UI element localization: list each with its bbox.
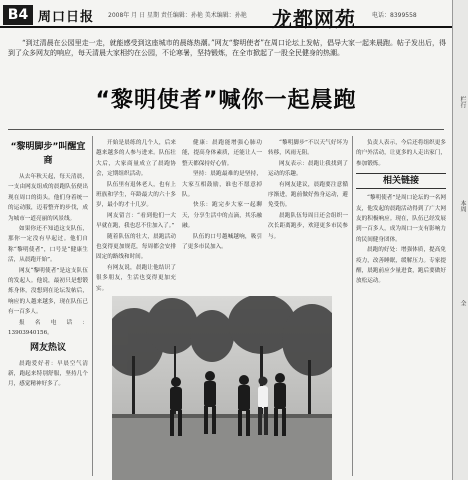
subhead-netizen-comments: 网友热议 <box>29 342 66 353</box>
paragraph: 报名电话：13903940156。 <box>8 319 88 337</box>
rail-label: 栏行 <box>459 96 466 108</box>
paragraph: 从去年秋天起，每天清晨，一支由网友组成的晨跑队伍便出现在周口的街头。他们身着统一的运动服，迈着整齐的步伐，成为城市一道亮丽的风景线。 <box>8 174 88 222</box>
paragraph: “黎明脚步”不以天气好坏为转移，风雨无阻。 <box>268 140 348 157</box>
date-line: 2008年 月 日 星期 责任编辑：孙艳 美术编辑：孙艳 <box>108 12 247 19</box>
column-divider <box>352 136 353 476</box>
paragraph: 晨跑队伍每周日还会组织一次长距离跑步，欢迎更多市民参与。 <box>268 212 348 240</box>
paragraph: 网友“黎明使者”是这支队伍的发起人。他说，最初只是想锻炼身体，没想到在论坛发帖后，响应的人越来越多，现在队伍已有一百多人。 <box>8 267 88 316</box>
headline-rule <box>8 129 444 130</box>
column-name: 龙都网苑 <box>272 7 356 31</box>
paragraph: 如果你还不知道这支队伍，那你一定没有早起过。他们自称“黎明使者”，口号是“健康生活，从晨跑开始”。 <box>8 226 88 264</box>
section-number: B4 <box>3 5 33 25</box>
subhead-morning-steps: “黎明脚步”叫醒宜商 <box>10 142 86 166</box>
article-column-1 <box>8 138 88 478</box>
intro-lead: “到过清晨在公园里走一走，就能感受到这座城市的晨练热潮。”网友“黎明使者”在周口论坛上发帖，倡导大家一起来晨跑。帖子发出后，得到了众多网友的响应，每天清晨大家相约在公园，不论寒暑，坚持锻炼，在全市掀起了一股全民健身的热潮。 <box>8 39 446 57</box>
paragraph: 有网友建议，晨跑要注意循序渐进，跑前做好热身运动，避免受伤。 <box>268 181 348 209</box>
related-links-heading: 相关链接 <box>356 173 446 189</box>
paragraph: 网友表示：晨跑让我找到了运动的乐趣。 <box>268 160 348 178</box>
paragraph: 负责人表示，今后还将组织更多的户外活动，让更多的人走出家门，参加锻炼。 <box>356 140 446 167</box>
paragraph: 晨跑爱好者：早晨空气清新，跑起来特别舒服，坚持几个月，感觉精神好多了。 <box>8 360 88 388</box>
runners-photo <box>112 296 332 480</box>
rail-label: 全 <box>459 300 466 306</box>
paper-name: 周口日报 <box>38 10 95 25</box>
paragraph: 随着队伍的壮大，晨跑活动也变得更加规范，每周都会安排固定的路线和时间。 <box>96 233 176 261</box>
article-column-2 <box>96 138 176 292</box>
paragraph: 队伍里有退休老人，也有上班族和学生，年龄最大的六十多岁，最小的才十几岁。 <box>96 181 176 209</box>
paragraph: 开始是晨练的几个人，后来越来越多的人参与进来。队伍壮大后，大家商量成立了晨跑协会，定期组织活动。 <box>96 140 176 178</box>
article-column-4 <box>268 138 348 292</box>
paragraph: 快乐：跑完步大家一起聊天，分享生活中的点滴，其乐融融。 <box>182 202 262 230</box>
paragraph: 健康：晨跑能增强心肺功能，提高身体素质，还能让人一整天都保持好心情。 <box>182 140 262 167</box>
rail-label: 本周 <box>459 200 466 212</box>
hotline: 电话：8399558 <box>372 12 417 19</box>
paragraph: 有网友说，晨跑让他结识了很多朋友，生活也变得更加充实。 <box>96 264 176 292</box>
runners-photo-image <box>112 296 332 480</box>
article-column-5 <box>356 138 446 478</box>
paragraph: 晨跑的好处：增强体质，提高免疫力，改善睡眠，缓解压力。专家提醒，晨跑前应少量进食，跑后要做好放松运动。 <box>356 247 446 285</box>
main-headline: “黎明使者”喊你一起晨跑 <box>95 88 357 113</box>
masthead <box>0 0 452 31</box>
column-divider <box>92 136 93 476</box>
paragraph: 网友留言：“看到他们一大早就在跑，我也忍不住加入了。” <box>96 212 176 230</box>
article-column-3 <box>182 138 262 292</box>
side-rail <box>452 0 468 480</box>
paragraph: “黎明使者”是周口论坛的一名网友，他发起的晨跑活动得到了广大网友的积极响应。现在，队伍已经发展到一百多人，成为周口一支有影响力的民间健身团体。 <box>356 195 446 243</box>
paragraph: 坚持：晨跑最难的是坚持，大家互相鼓励，谁也不愿意掉队。 <box>182 171 262 199</box>
paragraph: 队伍的口号越喊越响，吸引了更多市民加入。 <box>182 233 262 251</box>
